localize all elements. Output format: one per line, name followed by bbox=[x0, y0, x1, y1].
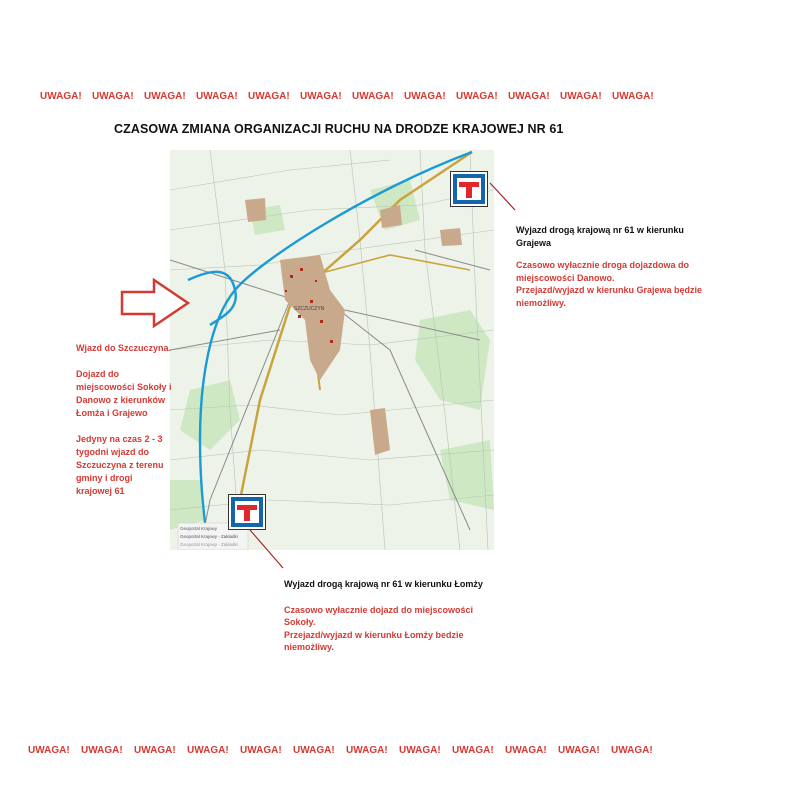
left-note-line: Danowo z kierunków bbox=[76, 395, 166, 405]
warning-text: UWAGA! bbox=[81, 745, 123, 756]
warning-text: UWAGA! bbox=[505, 745, 547, 756]
left-note-line: gminy i drogi bbox=[76, 473, 133, 483]
warning-text: UWAGA! bbox=[452, 745, 494, 756]
right-note-body: miejscowości Danowo. bbox=[516, 272, 615, 283]
dead-end-road-sign-icon bbox=[228, 494, 266, 530]
dead-end-road-sign-icon bbox=[450, 171, 488, 207]
legend-row: Geoportal Krajowy bbox=[180, 526, 218, 531]
left-note bbox=[76, 342, 172, 498]
left-note-line: Szczuczyna z terenu bbox=[76, 460, 164, 470]
warning-text: UWAGA! bbox=[28, 745, 70, 756]
bottom-note bbox=[284, 578, 483, 654]
warning-text: UWAGA! bbox=[456, 91, 498, 102]
left-note-line: Jedyny na czas 2 - 3 bbox=[76, 434, 163, 444]
right-note bbox=[516, 224, 702, 309]
warning-text: UWAGA! bbox=[293, 745, 335, 756]
warning-text: UWAGA! bbox=[612, 91, 654, 102]
legend-row: Geoportal Krajowy - Zakładki bbox=[180, 542, 238, 547]
warning-text: UWAGA! bbox=[508, 91, 550, 102]
warning-text: UWAGA! bbox=[300, 91, 342, 102]
warning-text: UWAGA! bbox=[346, 745, 388, 756]
town-label: SZCZUCZYN bbox=[294, 306, 325, 312]
bottom-note-body: Przejazd/wyjazd w kierunku Łomży bedzie bbox=[284, 629, 464, 640]
bottom-note-body: Sokoły. bbox=[284, 617, 316, 627]
right-note-body: Przejazd/wyjazd w kierunku Grajewa będzie bbox=[516, 285, 703, 295]
warning-text: UWAGA! bbox=[134, 745, 176, 756]
warning-text: UWAGA! bbox=[196, 91, 238, 102]
warning-text: UWAGA! bbox=[404, 91, 446, 102]
warning-text: UWAGA! bbox=[187, 745, 229, 756]
bottom-note-body: Czasowo wyłacznie dojazd do miejscowości bbox=[284, 604, 474, 615]
left-note-line: krajowej 61 bbox=[76, 486, 125, 496]
right-note-body: niemożliwy. bbox=[516, 297, 566, 308]
warning-text: UWAGA! bbox=[144, 91, 186, 102]
page-title: CZASOWA ZMIANA ORGANIZACJI RUCHU NA DRODZE KRAJOWEJ NR 61 bbox=[114, 122, 564, 136]
left-note-line: Dojazd do bbox=[76, 369, 119, 379]
bottom-note-heading: Wyjazd drogą krajową nr 61 w kierunku Łomży bbox=[284, 579, 483, 589]
warning-text: UWAGA! bbox=[611, 745, 653, 756]
warning-text: UWAGA! bbox=[352, 91, 394, 102]
warning-text: UWAGA! bbox=[558, 745, 600, 756]
warning-text: UWAGA! bbox=[92, 91, 134, 102]
warning-text: UWAGA! bbox=[399, 745, 441, 756]
bottom-warning-banner bbox=[0, 745, 800, 761]
right-note-heading: Wyjazd drogą krajową nr 61 w kierunku bbox=[516, 225, 684, 235]
bottom-note-body: niemożliwy. bbox=[284, 642, 334, 652]
warning-text: UWAGA! bbox=[240, 745, 282, 756]
left-note-line: tygodni wjazd do bbox=[76, 447, 149, 457]
right-note-body: Czasowo wyłacznie droga dojazdowa do bbox=[516, 260, 690, 270]
legend-row: Geoportal Krajowy - Zakładki bbox=[180, 534, 238, 539]
right-note-heading: Grajewa bbox=[516, 237, 552, 248]
warning-text: UWAGA! bbox=[40, 91, 82, 102]
warning-text: UWAGA! bbox=[560, 91, 602, 102]
left-note-line: miejscowości Sokoły i bbox=[76, 382, 172, 392]
left-note-line: Łomża i Grajewo bbox=[76, 408, 148, 418]
left-note-heading: Wjazd do Szczuczyna. bbox=[76, 343, 172, 353]
warning-text: UWAGA! bbox=[248, 91, 290, 102]
